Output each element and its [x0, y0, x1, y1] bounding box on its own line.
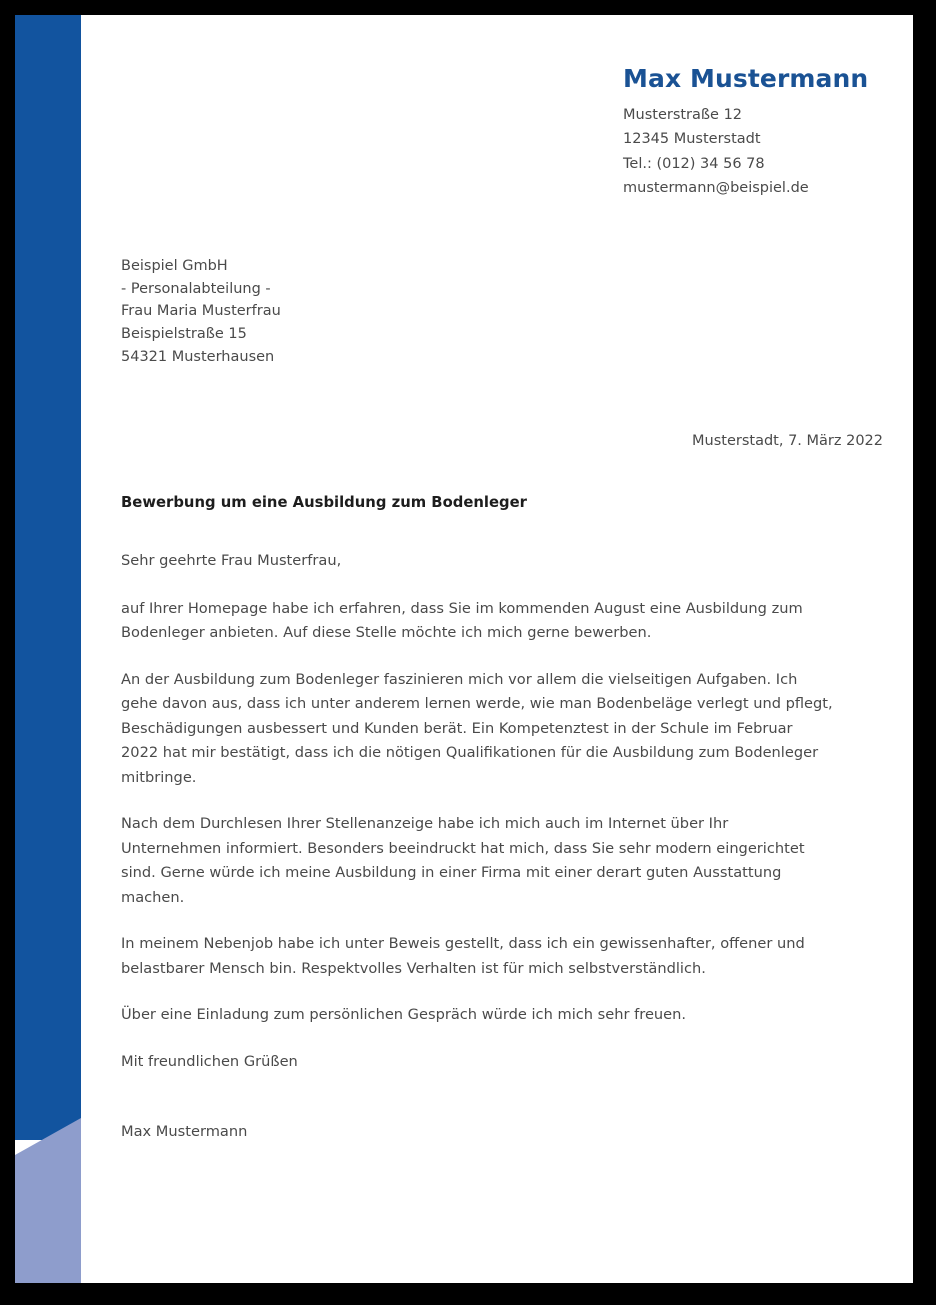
sender-block: [623, 65, 883, 201]
closing-line: Mit freundlichen Grüßen: [121, 1052, 298, 1070]
paragraph-5: Über eine Einladung zum persönlichen Gespräch würde ich mich sehr freuen.: [121, 1006, 687, 1023]
paragraph-4: In meinem Nebenjob habe ich unter Beweis gestellt, dass ich ein gewissenhafter, offener und belastbarer Mensch bin. Respektvolles Verhalten ist für mich selbstverständlich.: [121, 935, 805, 977]
recipient-street: Beispielstraße 15: [121, 326, 247, 343]
subject-line: Bewerbung um eine Ausbildung zum Bodenleger: [121, 494, 527, 511]
paragraph-3: Nach dem Durchlesen Ihrer Stellenanzeige habe ich mich auch im Internet über Ihr Unternehmen informiert. Besonders beeindruckt hat mich, dass Sie sehr modern eingerichtet sind. Gerne würde ich meine Ausbildung in einer Firma mit einer derart guten Ausstattung machen.: [121, 815, 805, 906]
letter-body: [121, 549, 833, 1145]
letter-page: [15, 15, 913, 1283]
date-line: Musterstadt, 7. März 2022: [692, 433, 883, 449]
recipient-company: Beispiel GmbH: [121, 258, 228, 274]
recipient-city: 54321 Musterhausen: [121, 348, 275, 365]
recipient-contact: Frau Maria Musterfrau: [121, 303, 281, 320]
signature-name: Max Mustermann: [121, 1123, 248, 1140]
sender-city: 12345 Musterstadt: [623, 131, 761, 148]
salutation: Sehr geehrte Frau Musterfrau,: [121, 552, 342, 569]
recipient-department: - Personalabteilung -: [121, 280, 271, 297]
sender-email: mustermann@beispiel.de: [623, 180, 809, 197]
sender-street: Musterstraße 12: [623, 106, 743, 123]
recipient-block: [121, 255, 541, 369]
sender-phone: Tel.: (012) 34 56 78: [623, 155, 765, 172]
letter-content: [15, 15, 913, 1283]
paragraph-2: An der Ausbildung zum Bodenleger faszinieren mich vor allem die vielseitigen Aufgaben. Ich gehe davon aus, dass ich unter anderem lernen werde, wie man Bodenbeläge verlegt und pflegt, Beschädigungen ausbessert und Kunden berät. Ein Kompetenztest in der Schule im Februar 2022 hat mir bestätigt, dass ich die nötigen Qualifikationen für die Ausbildung zum Bodenleger mitbringe.: [121, 670, 833, 786]
sender-name: Max Mustermann: [623, 64, 869, 93]
paragraph-1: auf Ihrer Homepage habe ich erfahren, dass Sie im kommenden August eine Ausbildung zum Bodenleger anbieten. Auf diese Stelle möchte ich mich gerne bewerben.: [121, 599, 803, 641]
